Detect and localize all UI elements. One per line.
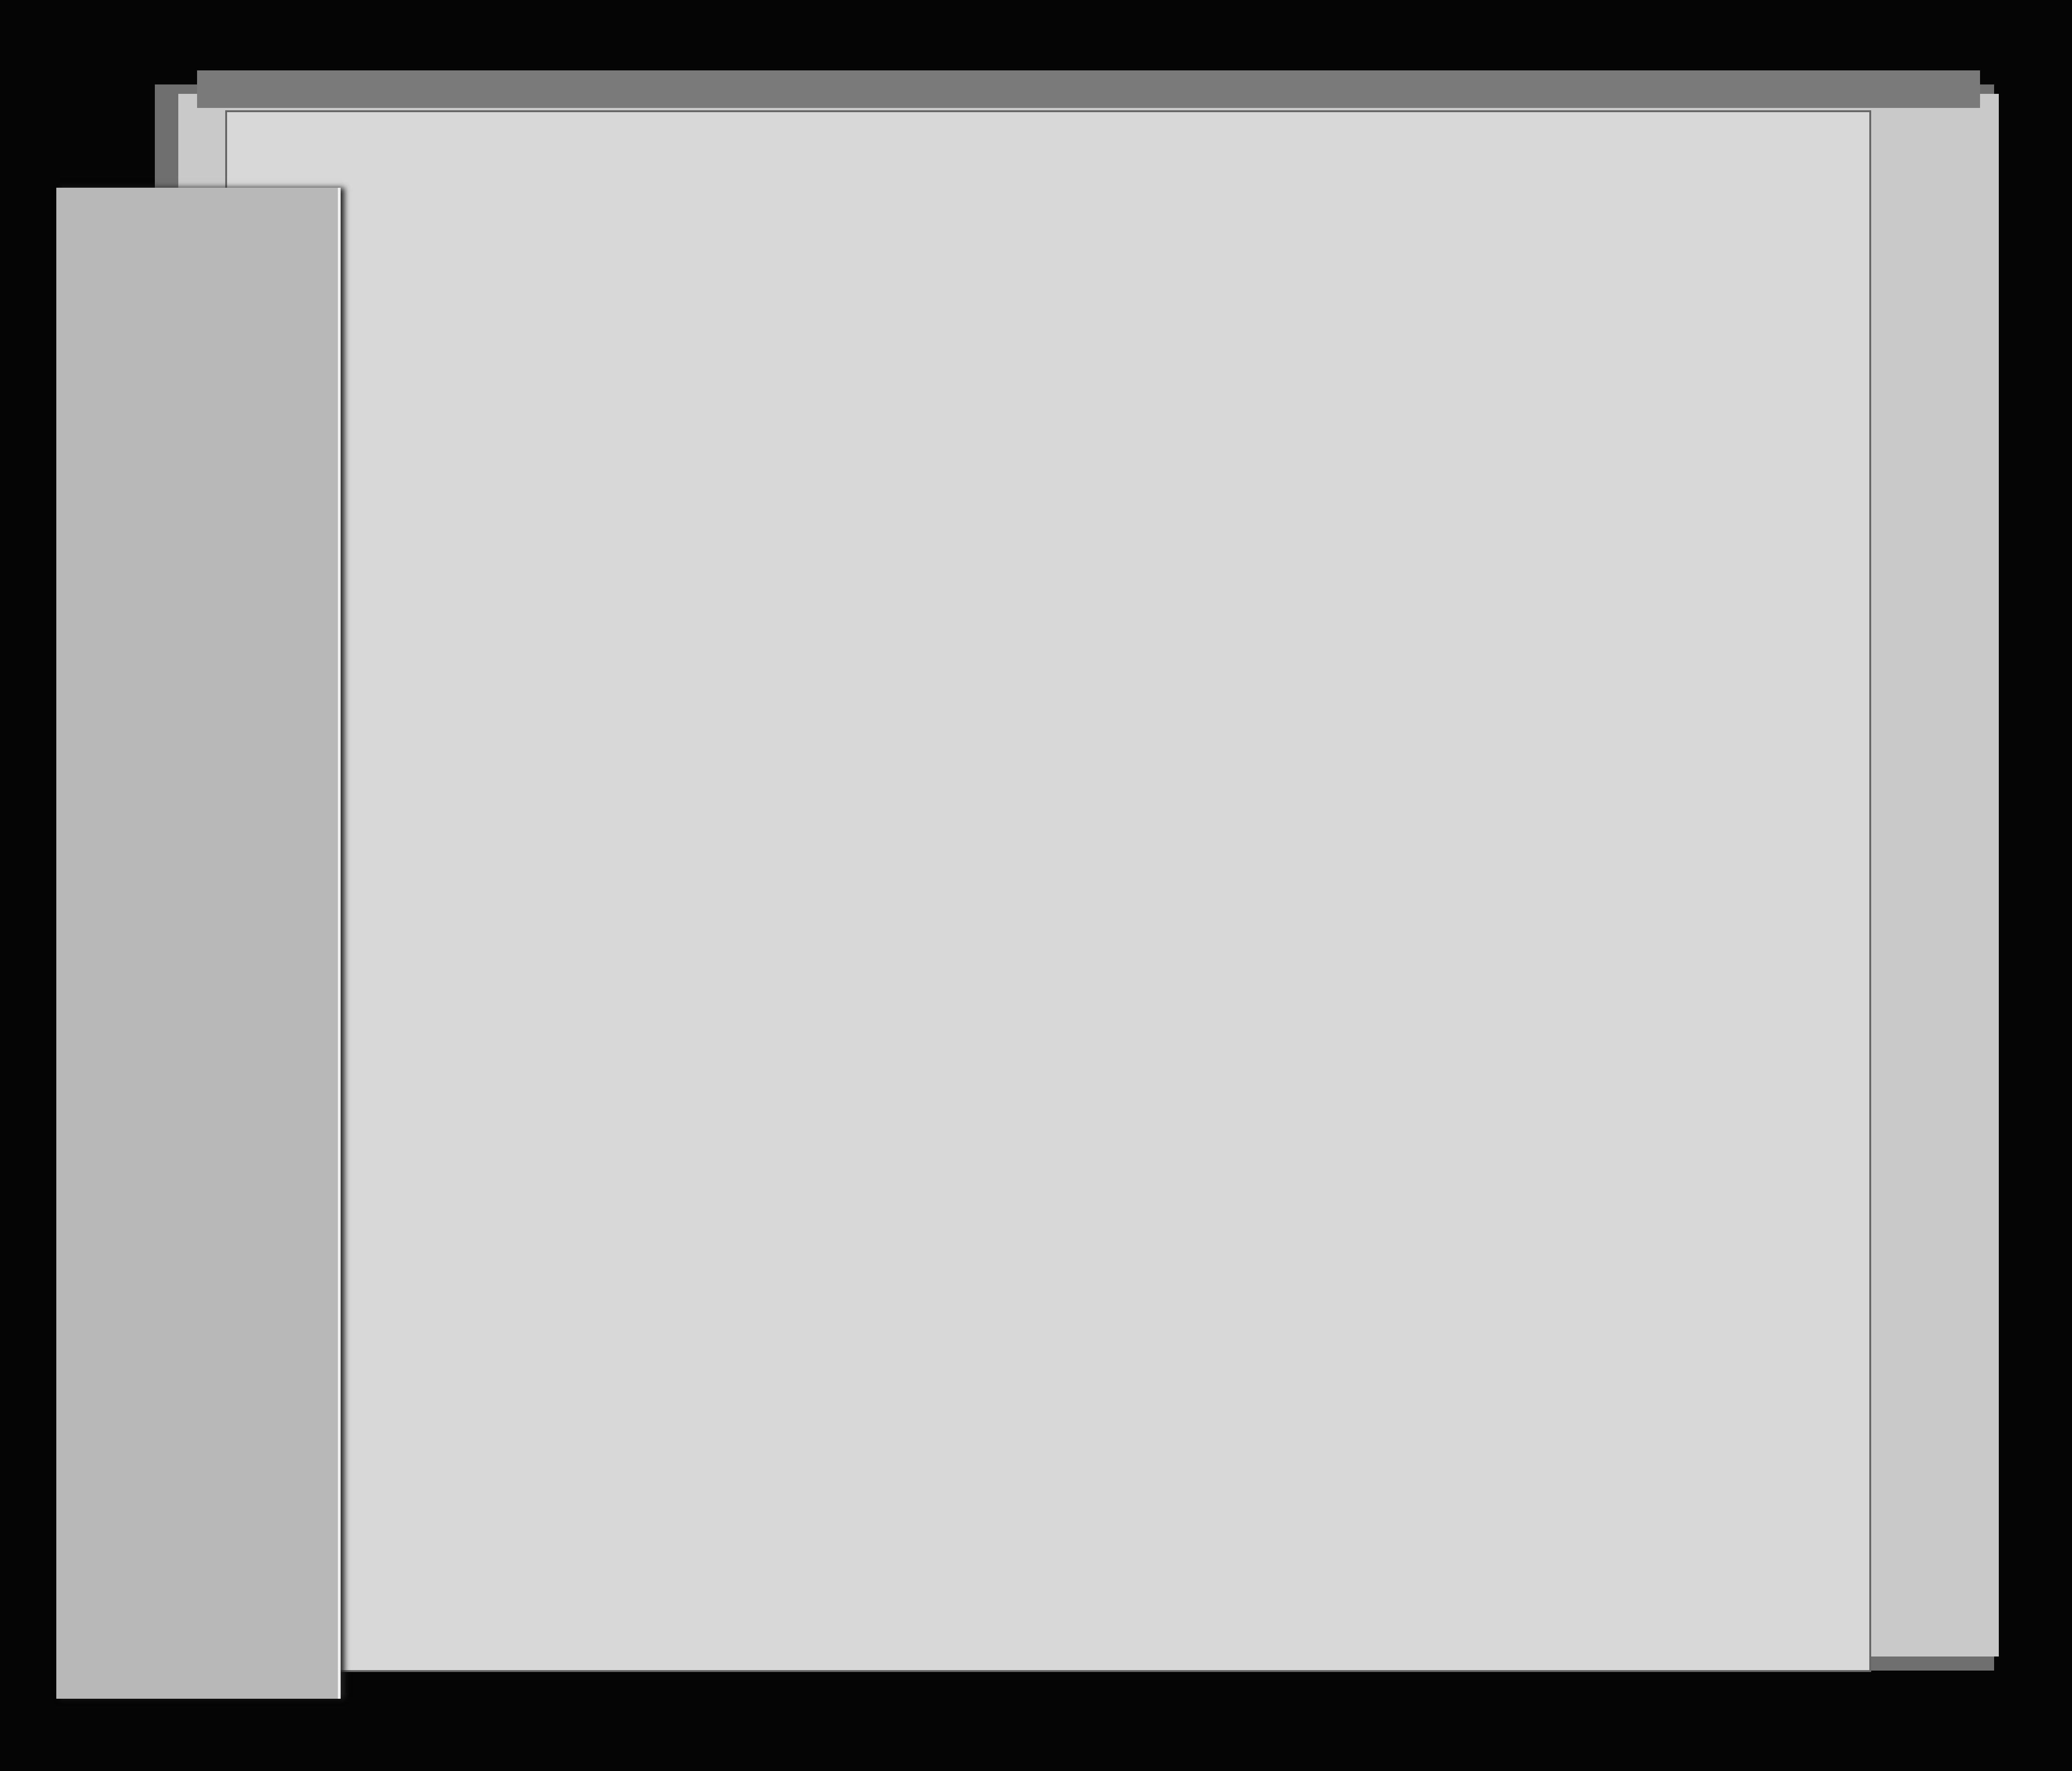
manifest-sheet bbox=[225, 110, 1871, 1672]
backing-sheet-top bbox=[197, 70, 1980, 108]
discharged-seamen-card bbox=[56, 188, 341, 1699]
table-grid bbox=[251, 305, 1869, 1482]
vessel-row bbox=[330, 269, 1832, 298]
manifest-table bbox=[251, 305, 1869, 1482]
